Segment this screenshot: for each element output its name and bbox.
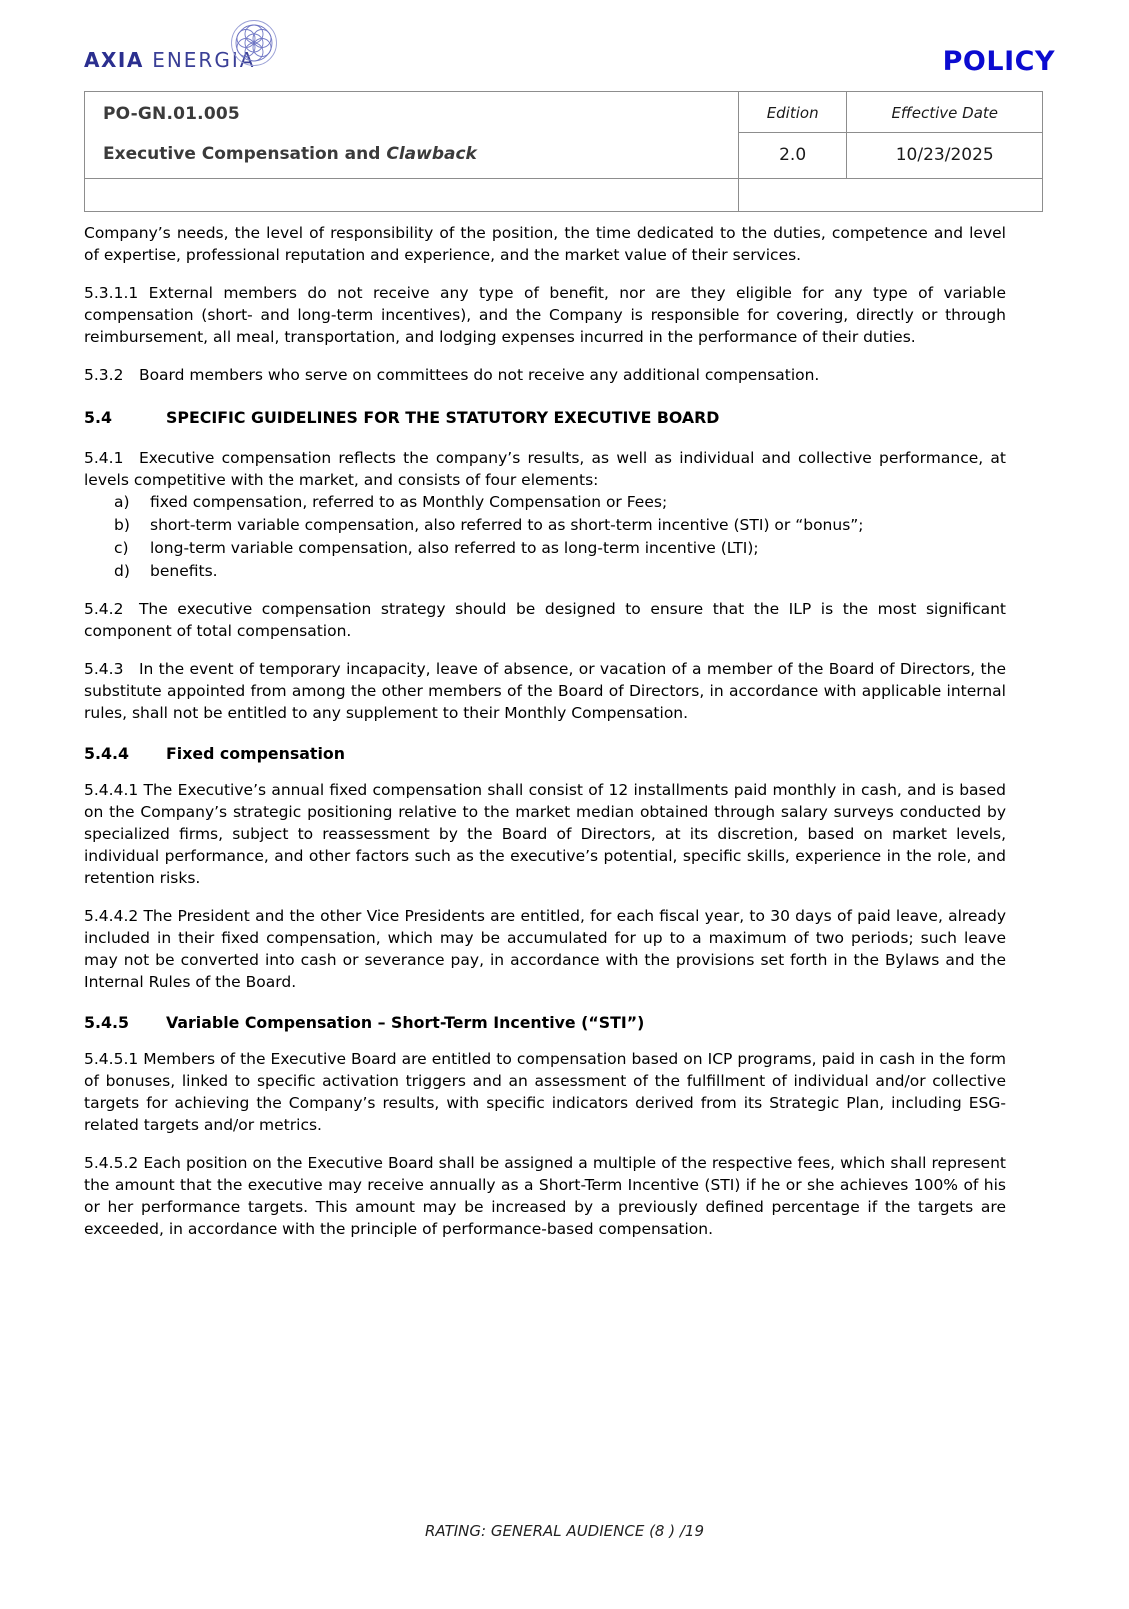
paragraph-5-4-5-2: 5.4.5.2 Each position on the Executive Board shall be assigned a multiple of the respective fees, which shall represent the amount that the executive may receive annually as a Short-Term Incentive (STI) if he or she achieves 100% of his or her performance targets. This amount may be increased by a previously defined percentage if the targets are exceeded, in accordance with the principle of performance-based compensation.: [84, 1154, 1006, 1238]
section-number-5-4: 5.4: [84, 408, 112, 427]
list-item-text: long-term variable compensation, also referred to as long-term incentive (LTI);: [150, 539, 759, 557]
edition-label: Edition: [738, 92, 847, 133]
list-item-label: d): [114, 562, 130, 580]
effective-date-value: 10/23/2025: [847, 133, 1043, 179]
section-title-5-4-5: Variable Compensation – Short-Term Incentive (“STI”): [166, 1013, 645, 1032]
list-5-4-1: [84, 491, 1006, 582]
list-item-label: b): [114, 516, 130, 534]
list-item-label: a): [114, 493, 130, 511]
list-item: [84, 560, 1006, 582]
section-heading-5-4: [84, 408, 1006, 427]
document-header-table: [84, 91, 1043, 212]
list-item-text: short-term variable compensation, also referred to as short-term incentive (STI) or “bonus”;: [150, 516, 864, 534]
list-item-text: benefits.: [150, 562, 218, 580]
list-item: [84, 514, 1006, 536]
effective-date-label: Effective Date: [847, 92, 1043, 133]
page-footer: RATING: GENERAL AUDIENCE (8 ) /19: [424, 1522, 704, 1540]
section-heading-5-4-5: [84, 1013, 1006, 1032]
document-title: Executive Compensation and Clawback: [103, 144, 477, 164]
section-number-5-4-5: 5.4.5: [84, 1013, 129, 1032]
document-header: [0, 0, 1129, 200]
list-item-label: c): [114, 539, 129, 557]
document-code: PO-GN.01.005: [103, 104, 240, 124]
header-blank-right: [738, 179, 1042, 212]
section-number-5-4-4: 5.4.4: [84, 744, 129, 763]
flower-of-life-mark-icon: [222, 14, 286, 72]
paragraph-5-3-1-1: 5.3.1.1 External members do not receive any type of benefit, nor are they eligible for any type of variable compensation (short- and long-term incentives), and the Company is responsible for covering, directly or through reimbursement, all meal, transportation, and lodging expenses incurred in the performance of their duties.: [84, 284, 1006, 346]
paragraph-5-4-4-1: 5.4.4.1 The Executive’s annual fixed compensation shall consist of 12 installments paid monthly in cash, and is based on the Company’s strategic positioning relative to the market median obtained through salary surveys conducted by specialized firms, subject to reassessment by the Board of Directors, at its discretion, based on market levels, individual performance, and other factors such as the executive’s potential, specific skills, experience in the role, and retention risks.: [84, 781, 1006, 887]
list-item: [84, 537, 1006, 559]
paragraph-5-3-2: 5.3.2 Board members who serve on committees do not receive any additional compensation.: [84, 366, 820, 384]
paragraph-5-4-1: 5.4.1 Executive compensation reflects the company’s results, as well as individual and collective performance, at levels competitive with the market, and consists of four elements:: [84, 449, 1006, 489]
brand-secondary: ENERGIA: [152, 48, 256, 72]
paragraph-5-4-3: 5.4.3 In the event of temporary incapacity, leave of absence, or vacation of a member of the Board of Directors, the substitute appointed from among the other members of the Board of Directors, in accordance with applicable internal rules, shall not be entitled to any supplement to their Monthly Compensation.: [84, 660, 1006, 722]
paragraph-5-4-2: 5.4.2 The executive compensation strategy should be designed to ensure that the ILP is the most significant component of total compensation.: [84, 600, 1006, 640]
section-title-5-4-4: Fixed compensation: [166, 744, 345, 763]
document-body: [84, 222, 1006, 1256]
header-blank-left: [85, 179, 739, 212]
paragraph-5-4-4-2: 5.4.4.2 The President and the other Vice Presidents are entitled, for each fiscal year, to 30 days of paid leave, already included in their fixed compensation, which may be accumulated for up to a maximum of two periods; such leave may not be converted into cash or severance pay, in accordance with the provisions set forth in the Bylaws and the Internal Rules of the Board.: [84, 907, 1006, 991]
section-title-5-4: SPECIFIC GUIDELINES FOR THE STATUTORY EXECUTIVE BOARD: [166, 408, 720, 427]
policy-label: POLICY: [942, 46, 1055, 77]
section-heading-5-4-4: [84, 744, 1006, 763]
document-title-italic: Clawback: [386, 144, 477, 164]
paragraph-intro: Company’s needs, the level of responsibility of the position, the time dedicated to the duties, competence and level of expertise, professional reputation and experience, and the market value of their services.: [84, 224, 1006, 264]
edition-value: 2.0: [738, 133, 847, 179]
brand-primary: AXIA: [84, 48, 144, 72]
paragraph-5-4-5-1: 5.4.5.1 Members of the Executive Board are entitled to compensation based on ICP programs, paid in cash in the form of bonuses, linked to specific activation triggers and an assessment of the fulfillment of individual and/or collective targets for achieving the Company’s results, with specific indicators derived from its Strategic Plan, including ESG-related targets and/or metrics.: [84, 1050, 1006, 1134]
list-item: [84, 491, 1006, 513]
document-identity-cell: [85, 92, 739, 179]
list-item-text: fixed compensation, referred to as Monthly Compensation or Fees;: [150, 493, 668, 511]
